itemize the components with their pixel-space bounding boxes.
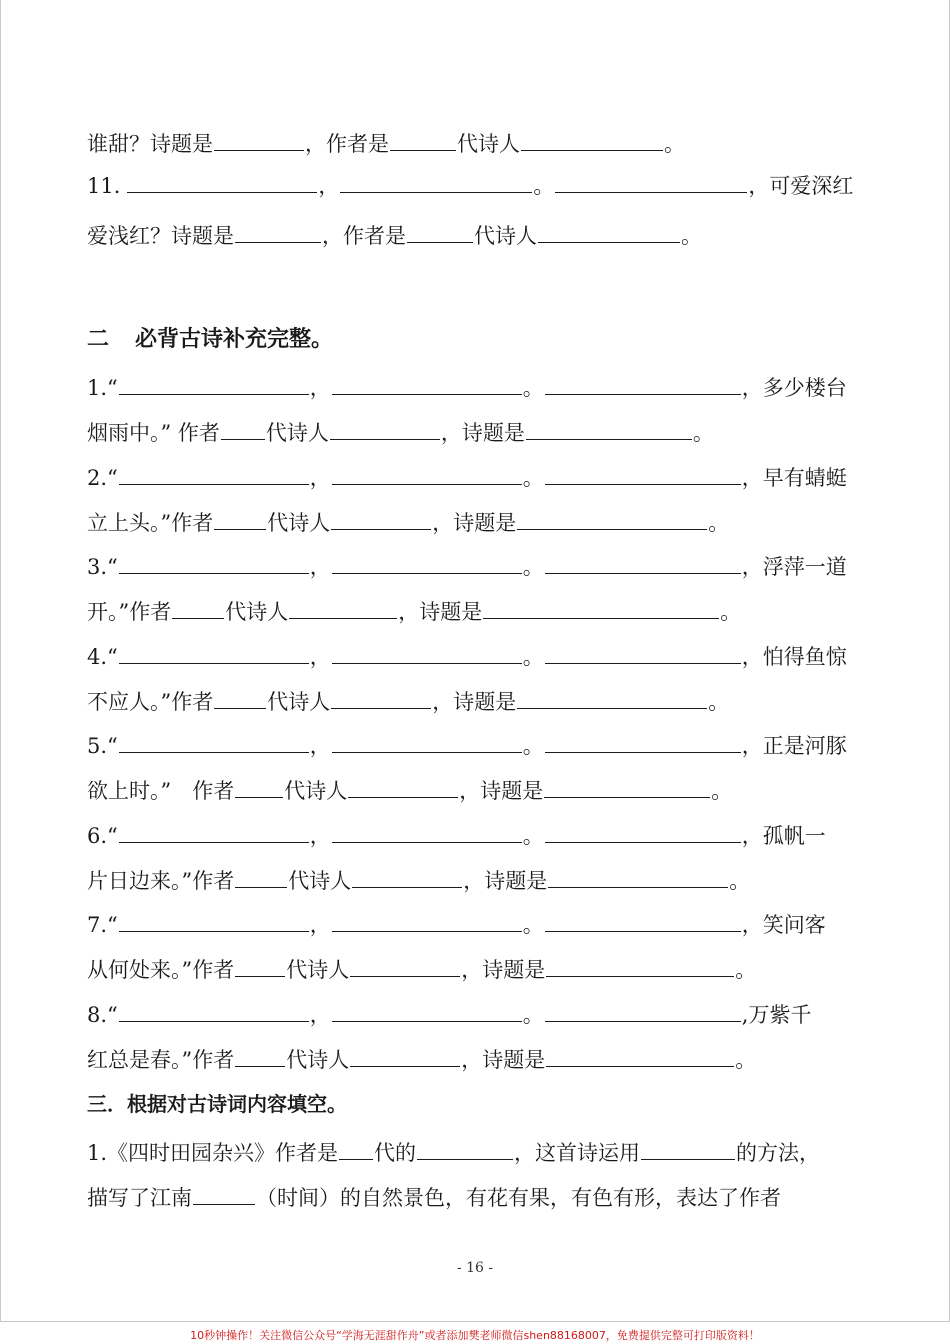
poem-item-line2: [87, 1046, 863, 1074]
text: 代诗人: [286, 1047, 350, 1072]
text: 。: [720, 600, 742, 624]
question-number: 5.: [87, 734, 108, 758]
text: 。: [533, 174, 555, 198]
time-blank[interactable]: [193, 1184, 255, 1205]
open-quote: “: [107, 555, 118, 579]
poem-item-line2: [87, 867, 863, 895]
text: ，诗题是: [461, 1047, 546, 1072]
open-quote: “: [107, 465, 118, 490]
open-quote: “: [107, 376, 118, 400]
dynasty-blank[interactable]: [221, 419, 265, 440]
title-blank[interactable]: [548, 867, 728, 888]
verse-blank[interactable]: [332, 553, 522, 574]
verse-blank[interactable]: [119, 553, 309, 574]
poem-item-line1: [87, 1001, 863, 1029]
text: 代诗人: [265, 421, 329, 445]
poet-blank[interactable]: [330, 419, 440, 440]
text: ，正是河豚: [741, 734, 847, 758]
title-blank[interactable]: [526, 419, 692, 440]
question-number: 4.: [87, 644, 108, 669]
text: ，诗题是: [459, 779, 544, 803]
text: ，: [309, 644, 331, 669]
text: 谁甜？诗题是: [87, 132, 213, 156]
section-title-text: 必背古诗补充完整。: [135, 327, 334, 352]
question-number: 7.: [87, 913, 108, 937]
text: 代诗人: [225, 600, 289, 624]
text: 开。”作者: [87, 600, 172, 624]
text: 。: [522, 734, 544, 758]
open-quote: “: [107, 644, 118, 669]
text: 。: [522, 465, 544, 490]
poet-blank[interactable]: [350, 1046, 460, 1067]
method-blank[interactable]: [641, 1139, 735, 1160]
text: 片日边来。”作者: [87, 868, 235, 893]
verse-blank[interactable]: [332, 1001, 522, 1022]
verse-blank[interactable]: [119, 1001, 309, 1022]
verse-blank[interactable]: [545, 374, 741, 395]
poem-item-line2: [87, 598, 863, 626]
text: ，: [309, 376, 331, 400]
text: 。: [522, 1002, 544, 1027]
verse-blank[interactable]: [127, 172, 317, 193]
text: ，诗题是: [440, 421, 525, 445]
text: 。: [664, 132, 685, 156]
text: （时间）的自然景色，有花有果，有色有形，表达了作者: [256, 1186, 781, 1210]
s3-q1-line1: [87, 1139, 863, 1167]
question-number: 3.: [87, 555, 108, 579]
text: ，: [318, 174, 340, 198]
text: 爱浅红？诗题是: [87, 224, 234, 248]
verse-blank[interactable]: [545, 911, 741, 932]
text: 。: [729, 868, 751, 893]
verse-blank[interactable]: [332, 643, 522, 664]
verse-blank[interactable]: [119, 732, 309, 753]
text: 1.《四时田园杂兴》作者是: [87, 1141, 339, 1165]
text: 欲上时。” 作者: [87, 779, 235, 803]
title-blank[interactable]: [546, 1046, 734, 1067]
text: 的方法，: [736, 1141, 821, 1165]
text: 立上头。”作者: [87, 510, 214, 535]
q10-line2: [87, 130, 863, 158]
dynasty-blank[interactable]: [407, 222, 473, 243]
text: 。: [711, 779, 733, 803]
q11-line2: [87, 222, 863, 250]
verse-blank[interactable]: [332, 822, 522, 843]
text: 。: [735, 1047, 757, 1072]
verse-blank[interactable]: [332, 464, 522, 485]
text: 。: [681, 224, 702, 248]
text: 代诗人: [474, 224, 537, 248]
text: ，作者是: [322, 224, 406, 248]
text: ，孤帆一: [741, 823, 826, 848]
text: ，作者是: [305, 132, 389, 156]
text: 代诗人: [284, 779, 348, 803]
dynasty-blank[interactable]: [214, 688, 266, 709]
dynasty-blank[interactable]: [214, 509, 266, 530]
poem-item-line1: [87, 374, 863, 402]
question-number: 8.: [87, 1002, 108, 1027]
poem-item-line1: [87, 822, 863, 850]
poem-item-line1: [87, 911, 863, 939]
title-blank[interactable]: [214, 130, 304, 151]
open-quote: “: [107, 1002, 118, 1027]
text: 代诗人: [457, 132, 520, 156]
text: ，诗题是: [463, 868, 548, 893]
section-number: 二: [87, 327, 110, 352]
text: ，多少楼台: [741, 376, 847, 400]
q11-line1: [87, 172, 863, 200]
text: 代诗人: [286, 958, 350, 982]
text: 代诗人: [288, 868, 352, 893]
text: ，: [309, 734, 331, 758]
section-3-title: 三．根据对古诗词内容填空。: [87, 1092, 347, 1116]
text: 。: [522, 376, 544, 400]
dynasty-blank[interactable]: [172, 598, 224, 619]
text: 红总是春。”作者: [87, 1047, 235, 1072]
poet-blank[interactable]: [521, 130, 663, 151]
text: ，浮萍一道: [741, 555, 847, 579]
text: 代的: [374, 1141, 417, 1165]
verse-blank[interactable]: [545, 822, 741, 843]
text: ，这首诗运用: [514, 1141, 641, 1165]
question-number: 6.: [87, 823, 108, 848]
text: 。: [692, 421, 714, 445]
verse-blank[interactable]: [332, 732, 522, 753]
title-blank[interactable]: [235, 222, 321, 243]
dynasty-blank[interactable]: [235, 1046, 285, 1067]
dynasty-blank[interactable]: [339, 1139, 373, 1160]
open-quote: “: [107, 913, 118, 937]
verse-blank[interactable]: [545, 1001, 741, 1022]
text: 描写了江南: [87, 1186, 192, 1210]
poet-blank[interactable]: [350, 956, 460, 977]
text: ，: [309, 465, 331, 490]
verse-blank[interactable]: [119, 911, 309, 932]
title-blank[interactable]: [483, 598, 719, 619]
question-number: 2.: [87, 465, 108, 490]
text: 从何处来。”作者: [87, 958, 235, 982]
text: ,万紫千: [741, 1002, 812, 1027]
s3-q1-line2: [87, 1184, 863, 1212]
poet-blank[interactable]: [348, 777, 458, 798]
text: 。: [522, 913, 544, 937]
open-quote: “: [107, 823, 118, 848]
text: 。: [522, 823, 544, 848]
verse-blank[interactable]: [332, 374, 522, 395]
poet-blank[interactable]: [352, 867, 462, 888]
text: 。: [522, 555, 544, 579]
text: ，怕得鱼惊: [741, 644, 847, 669]
text: ，笑问客: [741, 913, 826, 937]
poem-item-line2: [87, 956, 863, 984]
title-blank[interactable]: [544, 777, 710, 798]
verse-blank[interactable]: [545, 643, 741, 664]
text: 代诗人: [267, 510, 331, 535]
poem-item-line1: [87, 553, 863, 581]
dynasty-blank[interactable]: [235, 956, 285, 977]
question-number: 11.: [87, 174, 121, 198]
text: ，诗题是: [461, 958, 546, 982]
text: ，诗题是: [398, 600, 483, 624]
text: ，: [309, 913, 331, 937]
title-blank[interactable]: [517, 509, 707, 530]
verse-blank[interactable]: [555, 172, 747, 193]
poem-item-line1: [87, 643, 863, 671]
section-2-title: [87, 322, 333, 353]
page-number: - 16 -: [456, 1260, 494, 1276]
poem-item-line2: [87, 777, 863, 805]
poem-item-line2: [87, 419, 863, 447]
poem-item-line1: [87, 464, 863, 492]
verse-blank[interactable]: [119, 822, 309, 843]
verse-blank[interactable]: [119, 374, 309, 395]
text: 烟雨中。” 作者: [87, 421, 220, 445]
text: ，可爱深红: [748, 174, 854, 198]
poet-blank[interactable]: [538, 222, 680, 243]
verse-blank[interactable]: [119, 643, 309, 664]
title-blank[interactable]: [517, 688, 707, 709]
poet-blank[interactable]: [289, 598, 397, 619]
dynasty-blank[interactable]: [390, 130, 456, 151]
verse-blank[interactable]: [119, 464, 309, 485]
text: ，诗题是: [432, 510, 517, 535]
text: 。: [735, 958, 757, 982]
text: 。: [522, 644, 544, 669]
title-blank[interactable]: [546, 956, 734, 977]
open-quote: “: [107, 734, 118, 758]
text: ，: [309, 555, 331, 579]
verse-blank[interactable]: [545, 464, 741, 485]
dynasty-blank[interactable]: [235, 777, 283, 798]
text: ，早有蜻蜓: [741, 465, 847, 490]
verse-blank[interactable]: [332, 911, 522, 932]
verse-blank[interactable]: [340, 172, 532, 193]
poem-item-line2: [87, 688, 863, 716]
poet-blank[interactable]: [331, 688, 431, 709]
text: 代诗人: [267, 689, 331, 714]
text: ，诗题是: [432, 689, 517, 714]
question-number: 1.: [87, 376, 108, 400]
poem-item-line2: [87, 509, 863, 537]
poem-item-line1: [87, 732, 863, 760]
text: ，: [309, 823, 331, 848]
poet-blank[interactable]: [417, 1139, 513, 1160]
verse-blank[interactable]: [545, 732, 741, 753]
text: ，: [309, 1002, 331, 1027]
dynasty-blank[interactable]: [235, 867, 287, 888]
promo-banner: 10秒钟操作！关注微信公众号“学海无涯甜作舟”或者添加樊老师微信shen88168007，免费提供完整可打印版资料！: [190, 1329, 760, 1342]
text: 。: [708, 510, 730, 535]
text: 不应人。”作者: [87, 689, 214, 714]
poet-blank[interactable]: [331, 509, 431, 530]
verse-blank[interactable]: [545, 553, 741, 574]
text: 。: [708, 689, 730, 714]
